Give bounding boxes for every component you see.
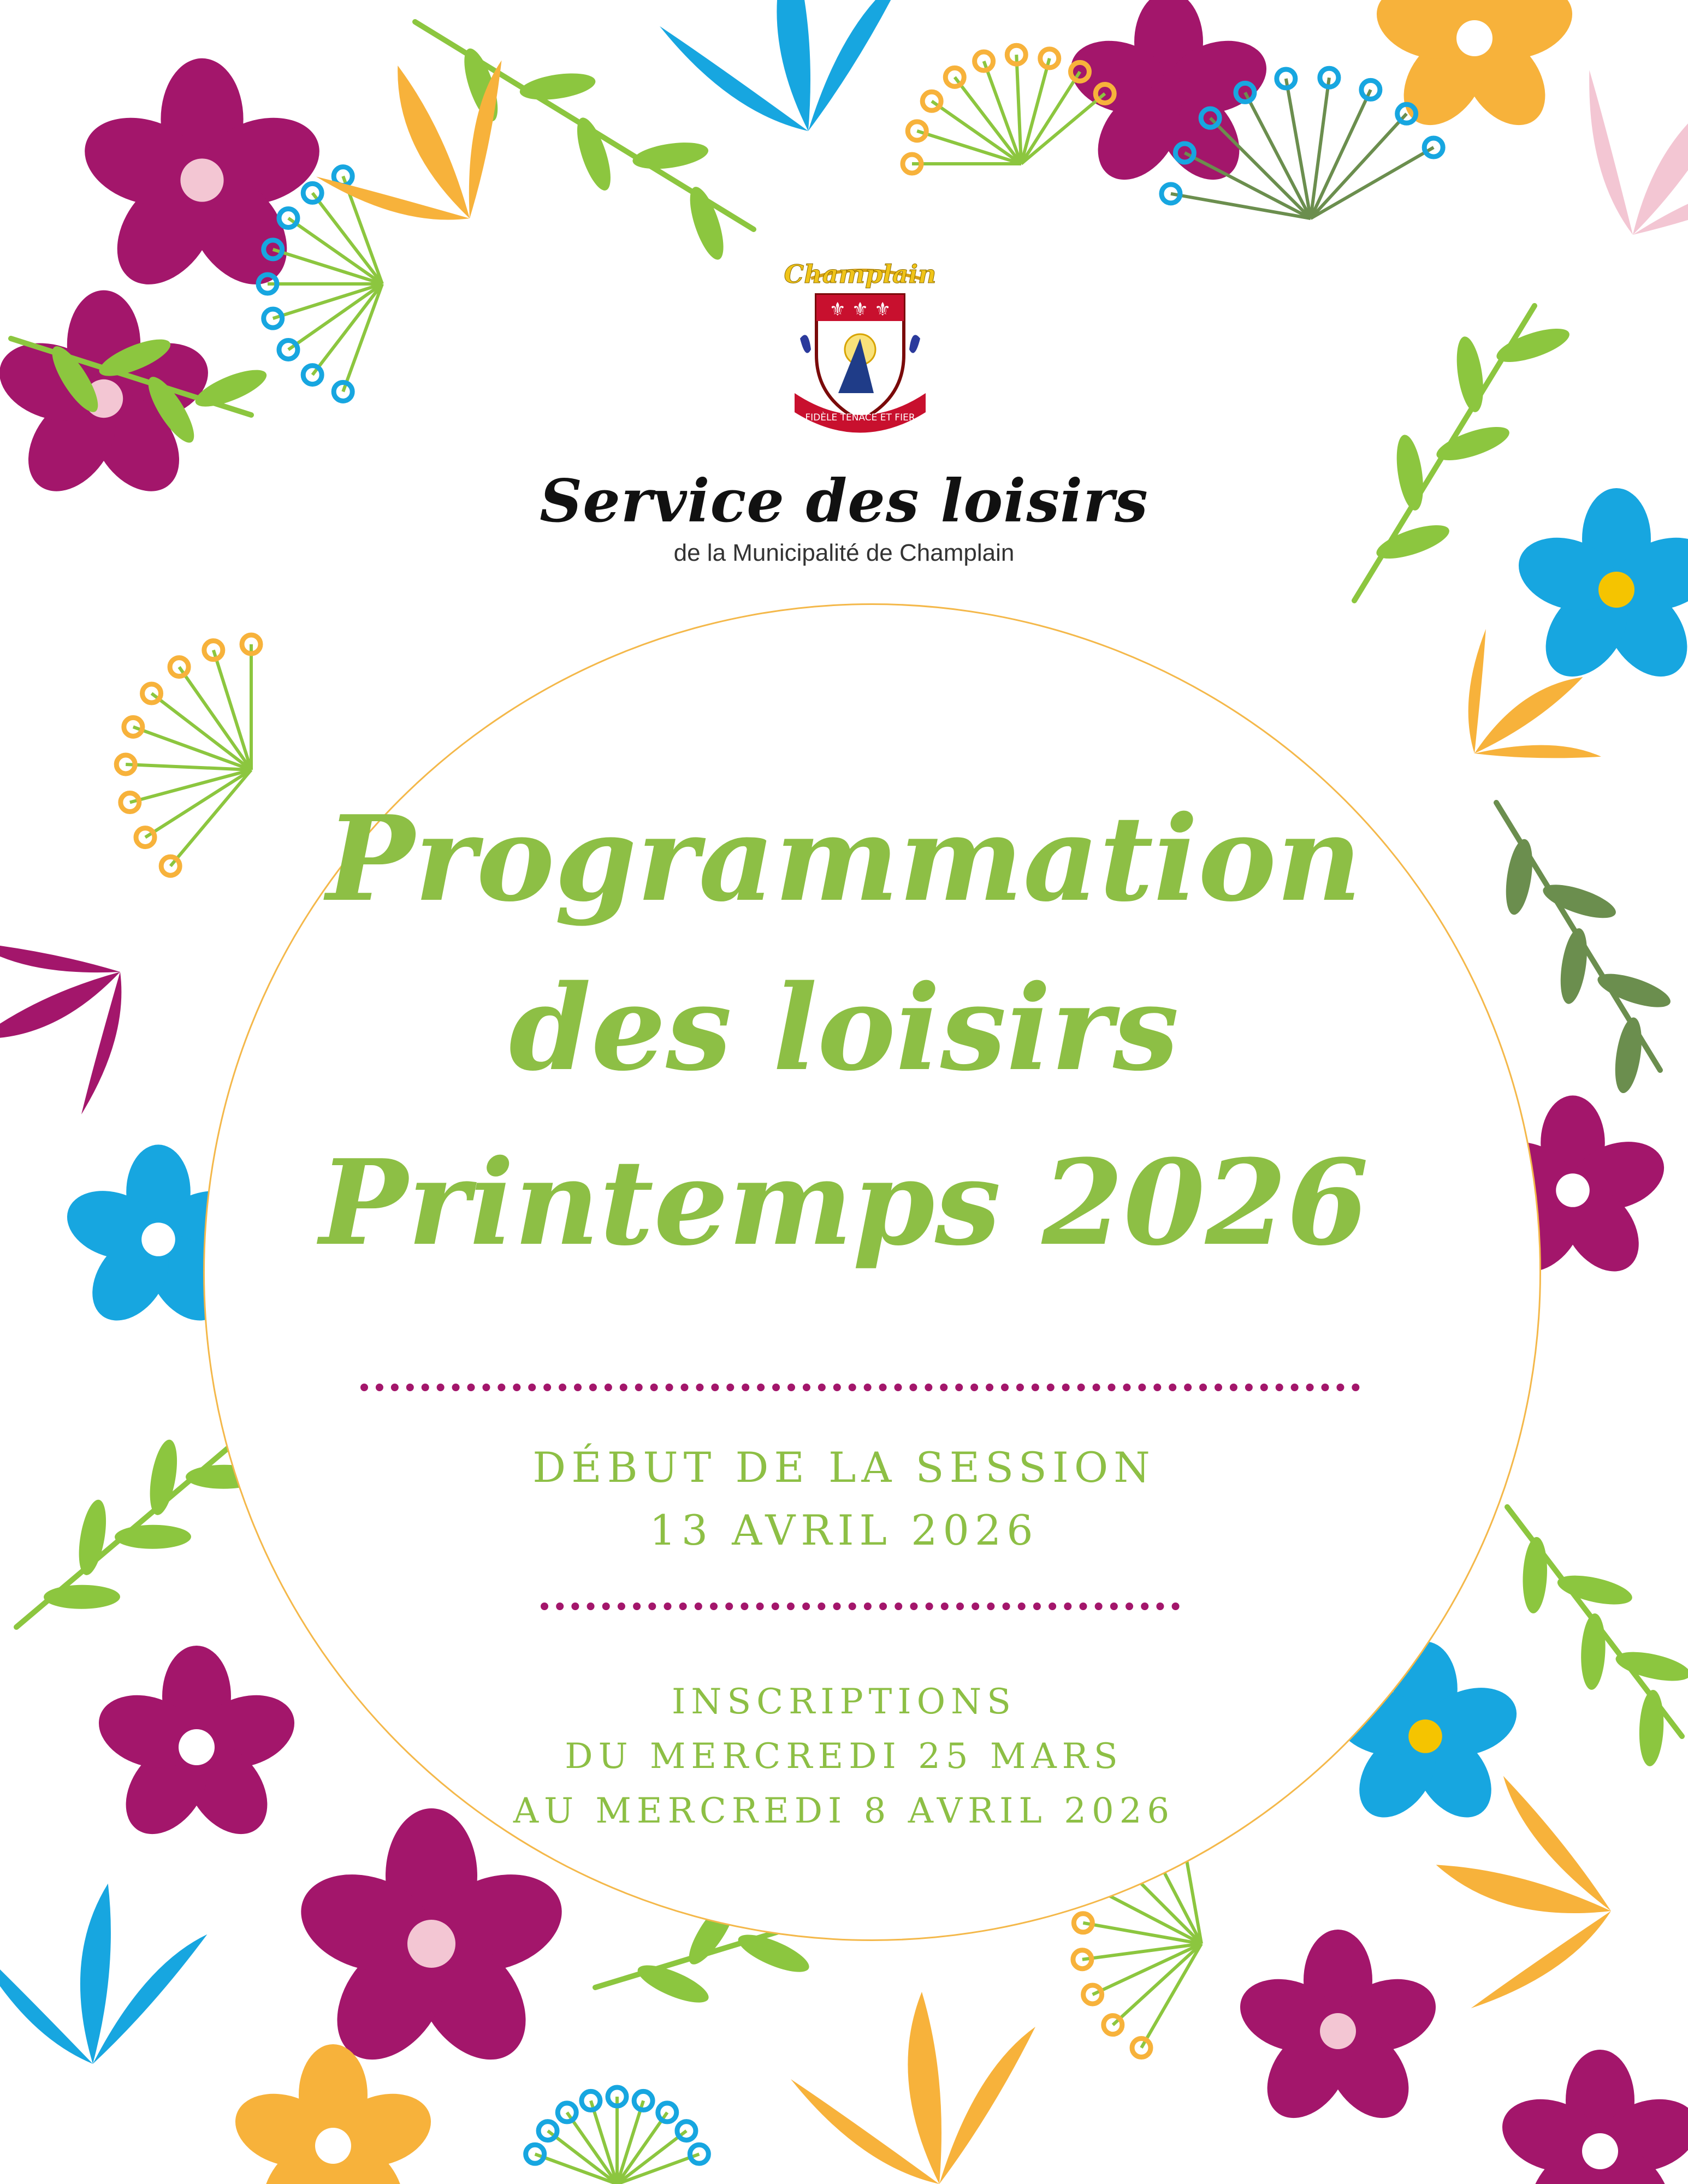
lily-icon	[290, 32, 549, 263]
registration-label: INSCRIPTIONS	[672, 1682, 1016, 1722]
flower-icon	[73, 58, 330, 303]
brand-subtitle: de la Municipalité de Champlain	[673, 539, 1015, 566]
flower-icon	[1231, 1930, 1446, 2134]
session-start-label: DÉBUT DE LA SESSION	[532, 1443, 1156, 1492]
lily-icon	[1526, 7, 1688, 293]
dandelion-icon	[903, 45, 1114, 173]
flower-icon	[1062, 0, 1276, 195]
title-line-2: des loisirs	[509, 959, 1179, 1097]
title-line-3: Printemps 2026	[319, 1133, 1369, 1272]
flower-icon	[288, 1808, 574, 2080]
dotted-divider-top	[360, 1384, 1360, 1391]
session-start-date: 13 AVRIL 2026	[649, 1506, 1039, 1554]
flower-icon	[226, 2044, 441, 2184]
lily-icon	[0, 1862, 213, 2080]
dandelion-icon	[526, 2087, 709, 2184]
crest-banner-text: Champlain	[784, 259, 937, 289]
lily-icon	[791, 1992, 1035, 2184]
brand-title: Service des loisirs	[540, 467, 1148, 536]
svg-text:⚜ ⚜ ⚜: ⚜ ⚜ ⚜	[829, 299, 891, 321]
crest-motto-text: FIDÈLE TENACE ET FIER	[805, 412, 915, 423]
registration-start: DU MERCREDI 25 MARS	[565, 1736, 1123, 1777]
flower-icon	[1493, 2050, 1688, 2184]
champlain-crest-logo	[778, 257, 942, 453]
dandelion-icon	[258, 167, 382, 401]
title-line-1: Programmation	[326, 790, 1362, 928]
lily-icon	[660, 0, 904, 131]
dotted-divider-bottom	[541, 1603, 1180, 1610]
registration-end: AU MERCREDI 8 AVRIL 2026	[513, 1791, 1175, 1831]
